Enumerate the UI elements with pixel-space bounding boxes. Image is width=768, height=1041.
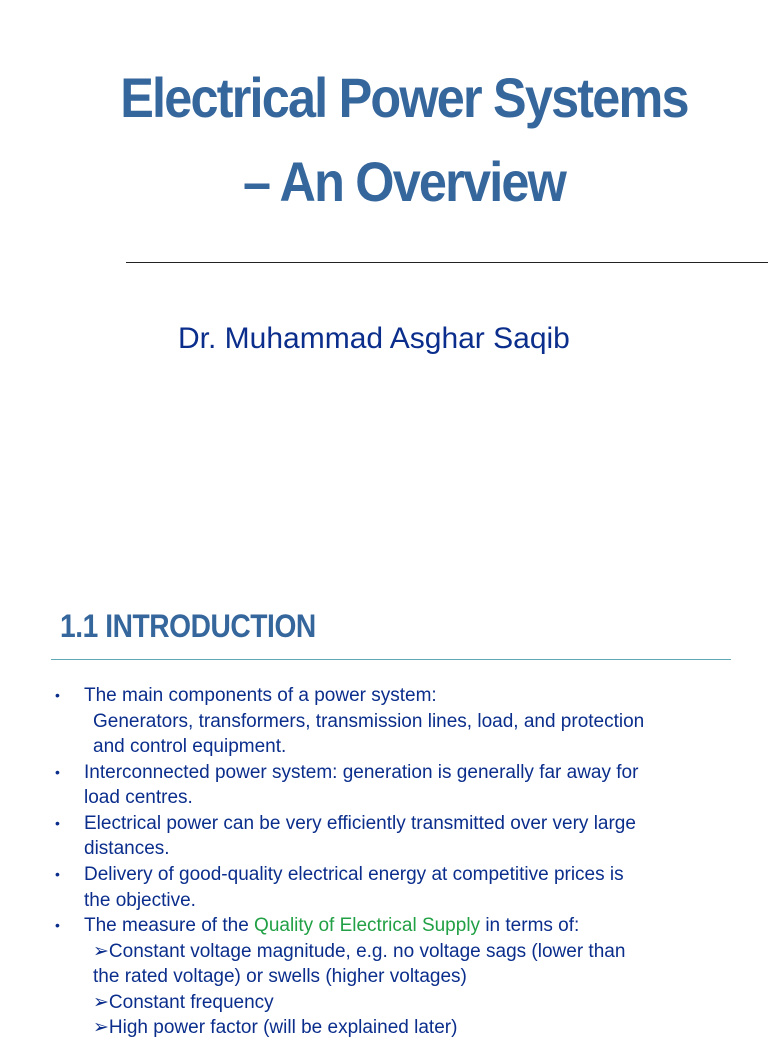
sub-item-frequency: ➢Constant frequency xyxy=(93,992,274,1013)
bullet-3-line-1: Electrical power can be very efficiently transmitted over very large xyxy=(84,813,636,834)
bullet-1-sub-line-2: and control equipment. xyxy=(93,736,287,757)
bullet-3-line-2: distances. xyxy=(84,838,170,859)
bullet-4-line-2: the objective. xyxy=(84,890,196,911)
sub-item-voltage-line-1: ➢Constant voltage magnitude, e.g. no voltage sags (lower than xyxy=(93,941,626,962)
bullet-marker: • xyxy=(55,764,60,780)
sub-item-voltage-line-2: the rated voltage) or swells (higher voltages) xyxy=(93,966,467,987)
bullet-4-line-1: Delivery of good-quality electrical energy at competitive prices is xyxy=(84,864,624,885)
sub-item-power-factor: ➢High power factor (will be explained later) xyxy=(93,1017,458,1038)
bullet-5-prefix: The measure of the xyxy=(84,915,255,936)
bullet-marker: • xyxy=(55,917,60,933)
bullet-2-line-2: load centres. xyxy=(84,787,193,808)
bullet-1-text: The main components of a power system: xyxy=(84,685,437,706)
section-heading: 1.1 INTRODUCTION xyxy=(60,608,316,644)
quality-highlight: Quality of Electrical Supply xyxy=(254,915,481,936)
bullet-marker: • xyxy=(55,687,60,703)
section-divider xyxy=(51,659,731,660)
title-divider xyxy=(126,262,768,263)
author-name: Dr. Muhammad Asghar Saqib xyxy=(178,322,570,355)
bullet-5-line-1 xyxy=(84,913,579,939)
bullet-2-line-1: Interconnected power system: generation is generally far away for xyxy=(84,762,639,783)
title-line-2: – An Overview xyxy=(242,150,566,213)
title-line-1: Electrical Power Systems xyxy=(120,66,688,129)
bullet-1-sub-line-1: Generators, transformers, transmission lines, load, and protection xyxy=(93,711,645,732)
bullet-marker: • xyxy=(55,866,60,882)
bullet-marker: • xyxy=(55,815,60,831)
bullet-5-suffix: in terms of: xyxy=(480,915,580,936)
